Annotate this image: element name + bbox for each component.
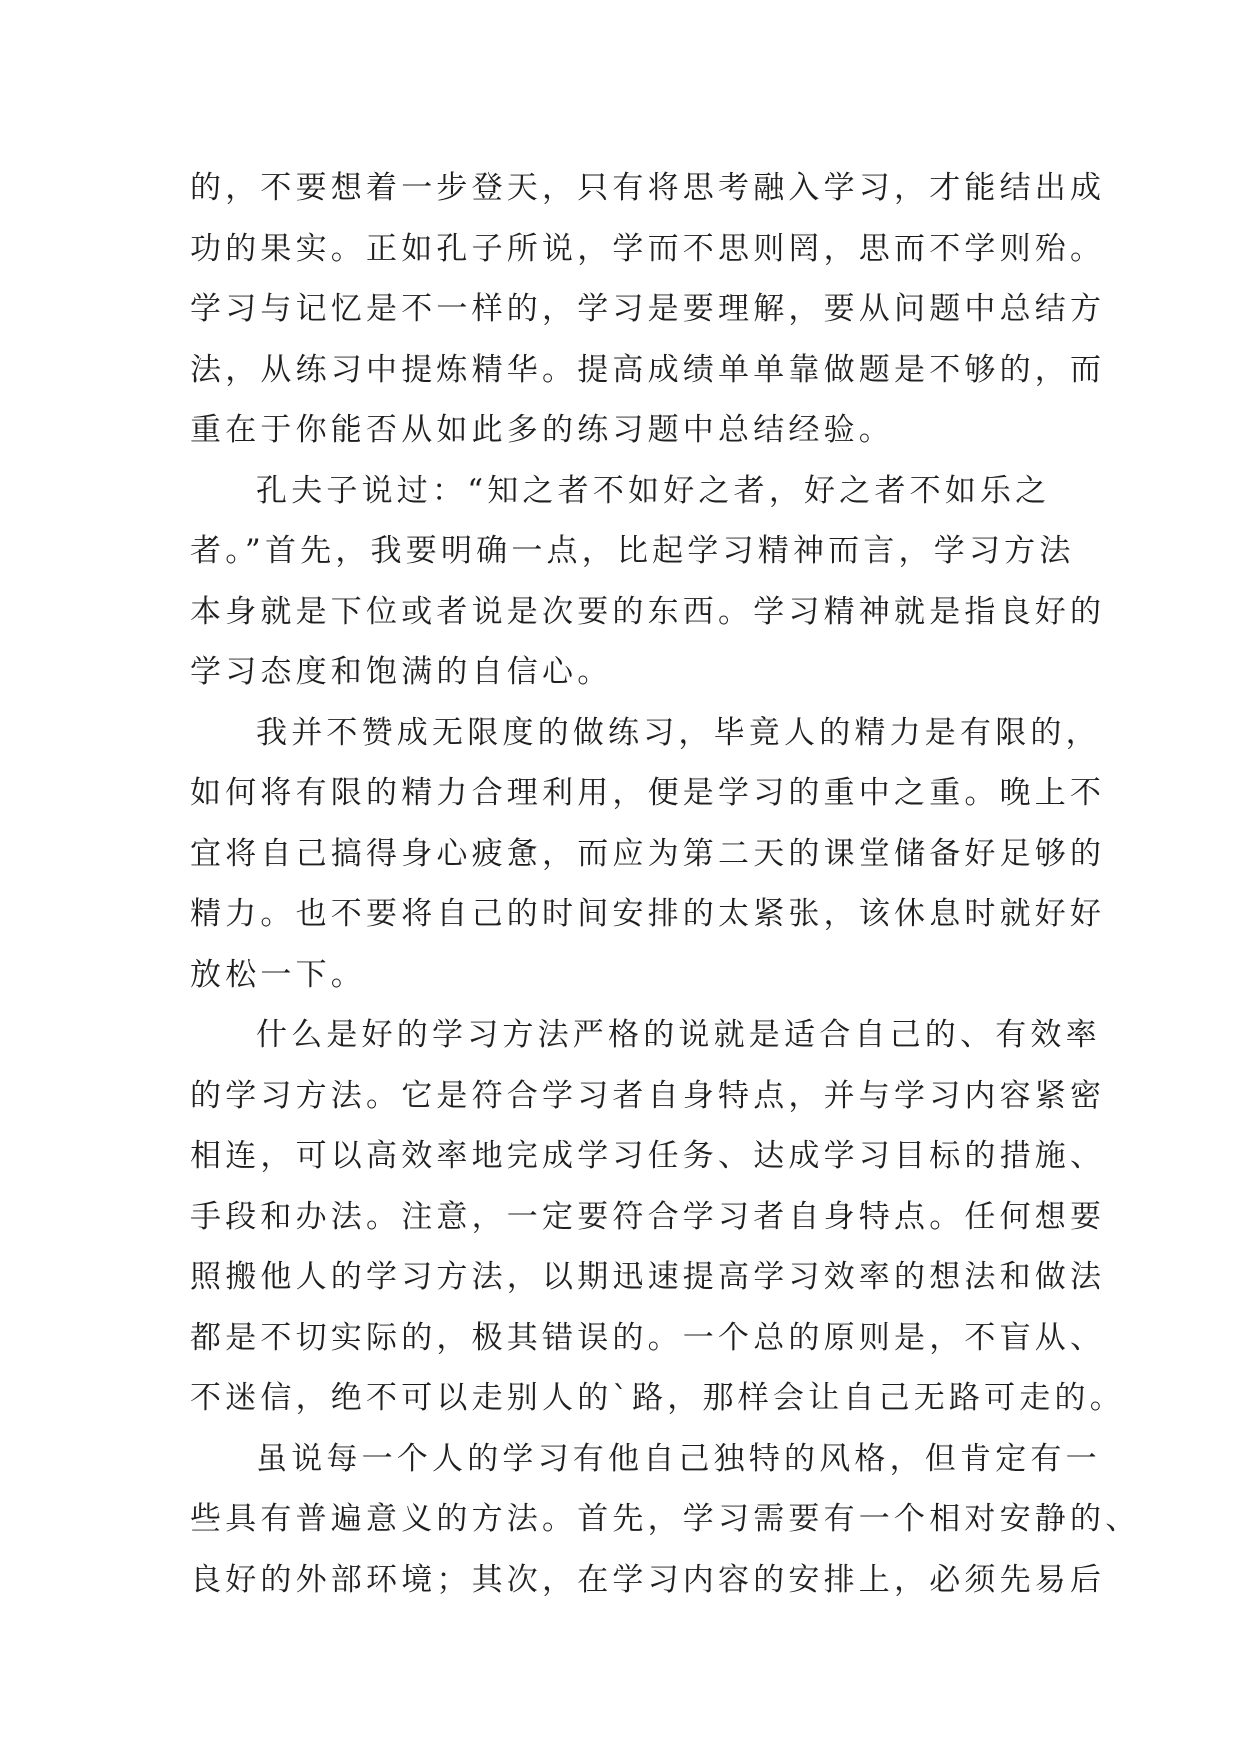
text-line: 的学习方法。它是符合学习者自身特点，并与学习内容紧密 (190, 1077, 1106, 1114)
paragraph-first-line: 孔夫子说过：“知之者不如好之者，好之者不如乐之 (256, 472, 1051, 509)
text-line: 放松一下。 (190, 956, 366, 993)
text-line: 良好的外部环境；其次，在学习内容的安排上，必须先易后 (190, 1561, 1106, 1598)
text-line: 照搬他人的学习方法，以期迅速提高学习效率的想法和做法 (190, 1259, 1106, 1295)
text-line: 的，不要想着一步登天，只有将思考融入学习，才能结出成 (190, 170, 1106, 206)
text-line: 者。”首先，我要明确一点，比起学习精神而言，学习方法 (190, 533, 1075, 569)
text-line: 学习态度和饱满的自信心。 (190, 654, 613, 690)
text-line: 本身就是下位或者说是次要的东西。学习精神就是指良好的 (190, 593, 1106, 630)
text-line: 都是不切实际的，极其错误的。一个总的原则是，不盲从、 (190, 1319, 1106, 1356)
text-line: 些具有普遍意义的方法。首先，学习需要有一个相对安静的、 (190, 1501, 1141, 1537)
paragraph-first-line: 我并不赞成无限度的做练习，毕竟人的精力是有限的， (256, 714, 1101, 751)
text-line: 功的果实。正如孔子所说，学而不思则罔，思而不学则殆。 (190, 230, 1106, 267)
document-body (190, 158, 1141, 1610)
text-line: 不迷信，绝不可以走别人的`路，那样会让自己无路可走的。 (190, 1380, 1125, 1416)
text-line: 宜将自己搞得身心疲惫，而应为第二天的课堂储备好足够的 (190, 835, 1106, 872)
paragraph-first-line: 虽说每一个人的学习有他自己独特的风格，但肯定有一 (256, 1440, 1101, 1477)
text-line: 相连，可以高效率地完成学习任务、达成学习目标的措施、 (190, 1138, 1106, 1174)
text-line: 如何将有限的精力合理利用，便是学习的重中之重。晚上不 (190, 775, 1106, 811)
text-line: 手段和办法。注意，一定要符合学习者自身特点。任何想要 (190, 1198, 1106, 1235)
text-line: 精力。也不要将自己的时间安排的太紧张，该休息时就好好 (190, 896, 1106, 932)
text-line: 学习与记忆是不一样的，学习是要理解，要从问题中总结方 (190, 291, 1106, 327)
paragraph-first-line: 什么是好的学习方法严格的说就是适合自己的、有效率 (256, 1017, 1101, 1053)
text-line: 重在于你能否从如此多的练习题中总结经验。 (190, 412, 894, 448)
text-line: 法，从练习中提炼精华。提高成绩单单靠做题是不够的，而 (190, 351, 1106, 388)
